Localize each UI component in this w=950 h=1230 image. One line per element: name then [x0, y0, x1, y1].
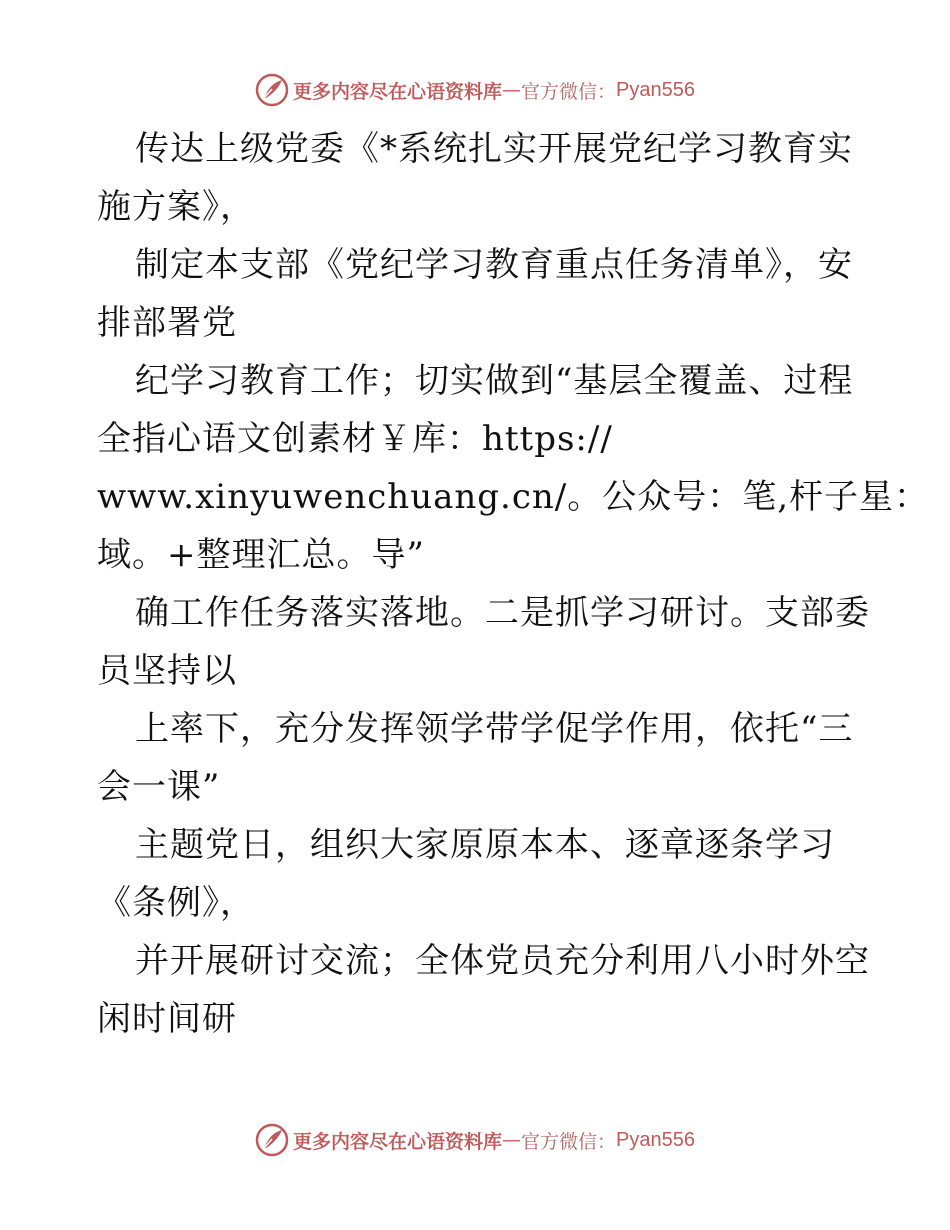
text-line: 传达上级党委《*系统扎实开展党纪学习教育实	[135, 129, 853, 169]
feather-pen-logo-icon	[255, 1123, 289, 1157]
text-line: 主题党日，组织大家原原本本、逐章逐条学习	[135, 825, 835, 865]
text-line: 闲时间研	[97, 999, 237, 1039]
banner-dash: —	[502, 1129, 522, 1151]
text-line: 会一课”	[97, 767, 221, 807]
footer-banner	[0, 1120, 950, 1160]
text-line: 域。+整理汇总。导”	[97, 535, 425, 575]
text-line: 全指心语文创素材￥库：https://	[97, 419, 613, 459]
header-banner	[0, 70, 950, 110]
banner-brand-text: 更多内容尽在心语资料库	[293, 1130, 503, 1153]
text-line: 上率下，充分发挥领学带学促学作用，依托“三	[135, 709, 854, 749]
text-line: www.xinyuwenchuang.cn/。公众号：笔,杆子星：	[97, 477, 930, 517]
banner-brand-text: 更多内容尽在心语资料库	[293, 80, 503, 103]
text-line: 员坚持以	[97, 651, 237, 691]
banner-wechat-label: 官方微信：	[521, 80, 617, 103]
text-line: 并开展研讨交流；全体党员充分利用八小时外空	[135, 941, 870, 981]
banner-wechat-label: 官方微信：	[521, 1130, 617, 1153]
text-line: 排部署党	[97, 303, 237, 343]
text-line: 《条例》，	[97, 883, 255, 923]
feather-pen-logo-icon	[255, 73, 289, 107]
text-line: 制定本支部《党纪学习教育重点任务清单》，安	[135, 245, 853, 285]
text-line: 确工作任务落实落地。二是抓学习研讨。支部委	[135, 593, 870, 633]
banner-wechat-id: Pyan556	[616, 78, 695, 101]
text-line: 纪学习教育工作；切实做到“基层全覆盖、过程	[135, 361, 854, 401]
document-body	[97, 120, 930, 1048]
banner-dash: —	[502, 79, 522, 101]
text-line: 施方案》，	[97, 187, 255, 227]
banner-wechat-id: Pyan556	[616, 1128, 695, 1151]
